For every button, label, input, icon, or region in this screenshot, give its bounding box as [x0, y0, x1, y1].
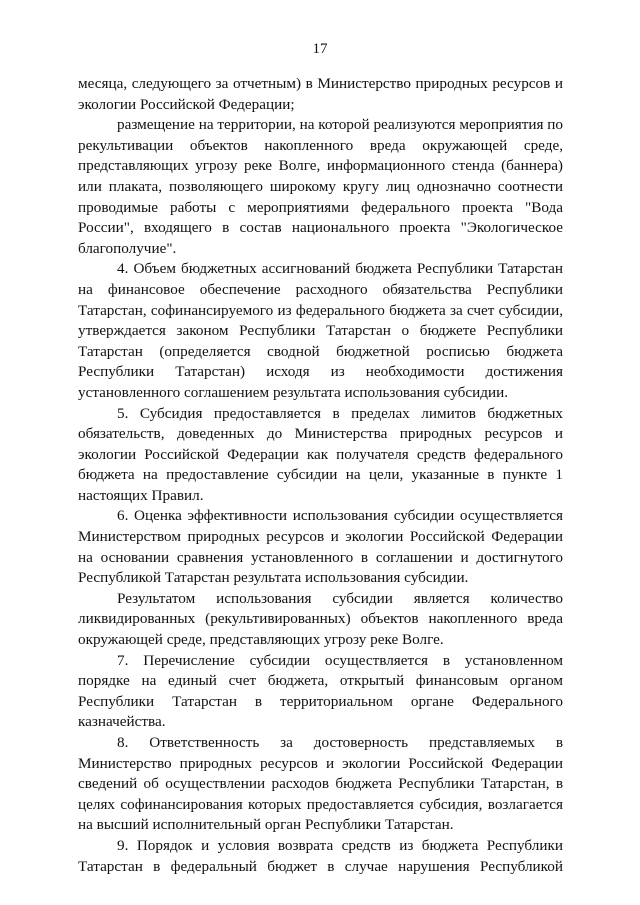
paragraph-info-stand: размещение на территории, на которой реализуются мероприятия по рекультивации объектов накопленного вреда окружающей среде, представляющих угрозу реке Волге, информационного стенда (баннера) или плаката, позволяющего широкому кругу лиц однозначно соотнести проводимые работы с мероприятиями федерального проекта "Вода России", входящего в состав национального проекта "Экологическое благополучие". — [78, 116, 563, 257]
paragraph-item-9-refund: 9. Порядок и условия возврата средств из бюджета Республики Татарстан в федеральный бюджет в случае нарушения Республикой — [78, 836, 563, 875]
paragraph-item-6-efficiency: 6. Оценка эффективности использования субсидии осуществляется Министерством природных ресурсов и экологии Российской Федерации на основании сравнения установленного в соглашении и достигнутого Республикой Татарстан результата использования субсидии. — [78, 507, 563, 587]
paragraph-subsidy-result: Результатом использования субсидии является количество ликвидированных (рекультивированных) объектов накопленного вреда окружающей среде, представляющих угрозу реке Волге. — [78, 589, 563, 649]
paragraph-item-7-transfer: 7. Перечисление субсидии осуществляется в установленном порядке на единый счет бюджета, открытый финансовым органом Республики Татарстан в территориальном органе Федерального казначейства. — [78, 651, 563, 731]
document-body — [78, 74, 563, 877]
paragraph-ministry-report-end: месяца, следующего за отчетным) в Министерство природных ресурсов и экологии Российской Федерации; — [78, 75, 563, 113]
paragraph-item-5-subsidy-limits: 5. Субсидия предоставляется в пределах лимитов бюджетных обязательств, доведенных до Министерства природных ресурсов и экологии Российской Федерации как получателя средств федерального бюджета на предоставление субсидии на цели, указанные в пункте 1 настоящих Правил. — [78, 404, 563, 504]
page-number: 17 — [312, 41, 328, 57]
paragraph-item-4-budget-volume: 4. Объем бюджетных ассигнований бюджета Республики Татарстан на финансовое обеспечение расходного обязательства Республики Татарстан, софинансируемого из федерального бюджета за счет субсидии, утверждается законом Республики Татарстан о бюджете Республики Татарстан (определяется сводной бюджетной росписью бюджета Республики Татарстан) исходя из необходимости достижения установленного соглашением результата использования субсидии. — [78, 260, 563, 401]
paragraph-item-8-responsibility: 8. Ответственность за достоверность представляемых в Министерство природных ресурсов и экологии Российской Федерации сведений об осуществлении расходов бюджета Республики Татарстан, в целях софинансирования которых предоставляется субсидия, возлагается на высший исполнительный орган Республики Татарстан. — [78, 734, 563, 834]
